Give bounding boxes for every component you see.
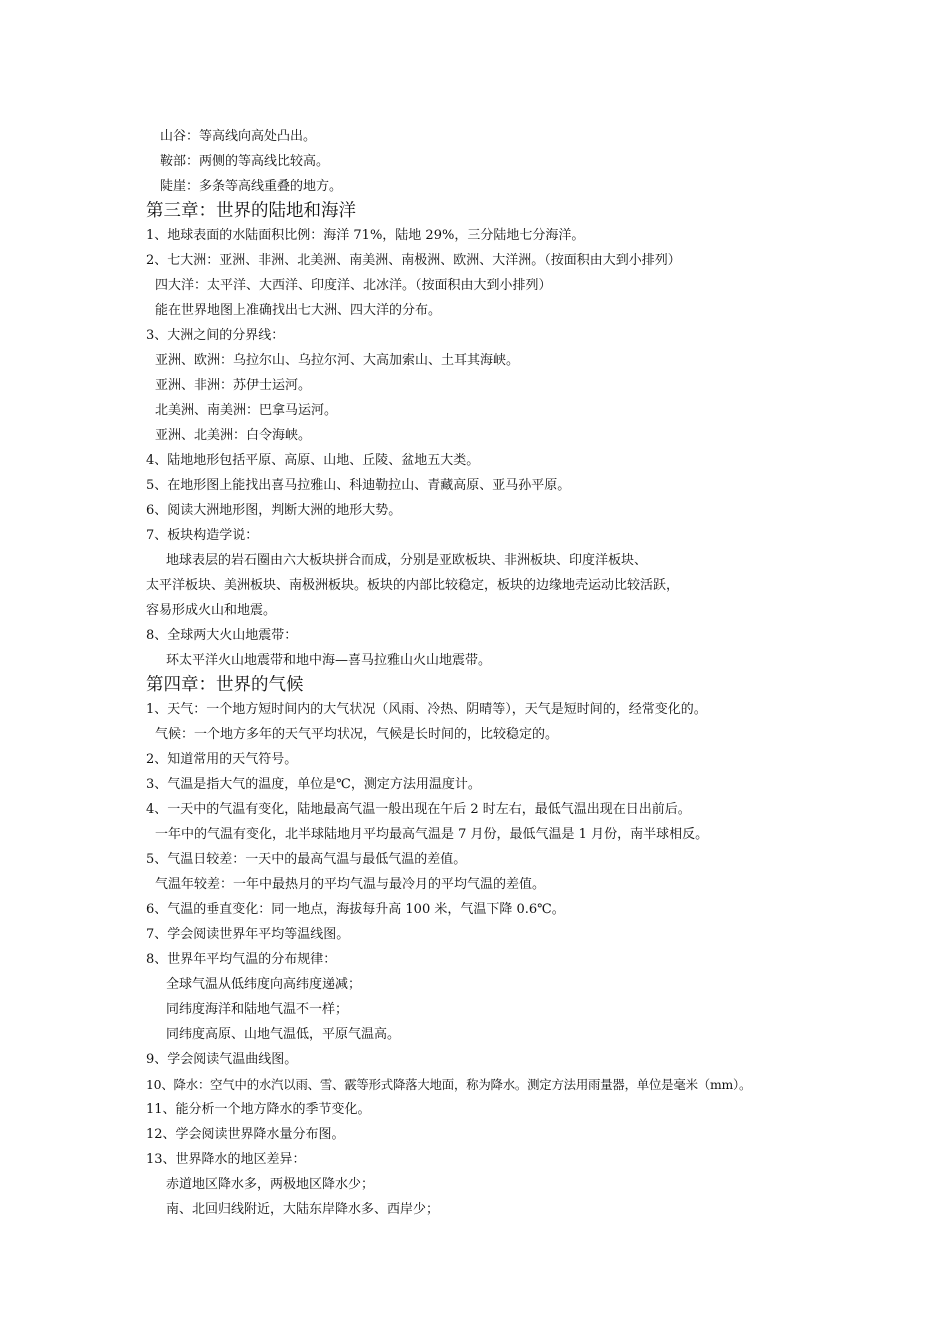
text-line: 1、地球表面的水陆面积比例：海洋 71%，陆地 29%，三分陆地七分海洋。 [146, 228, 585, 243]
text-line: 11、能分析一个地方降水的季节变化。 [146, 1102, 371, 1117]
text-line: 太平洋板块、美洲板块、南极洲板块。板块的内部比较稳定，板块的边缘地壳运动比较活跃， [146, 578, 680, 593]
text-line: 同纬度高原、山地气温低，平原气温高。 [166, 1027, 401, 1042]
text-line: 1、天气：一个地方短时间内的大气状况（风雨、冷热、阴晴等），天气是短时间的，经常变化的。 [146, 702, 707, 717]
text-line: 亚洲、欧洲：乌拉尔山、乌拉尔河、大高加索山、土耳其海峡。 [155, 353, 520, 368]
text-line: 9、学会阅读气温曲线图。 [146, 1052, 298, 1067]
text-line: 6、气温的垂直变化：同一地点，海拔每升高 100 米，气温下降 0.6℃。 [146, 902, 565, 917]
text-line: 8、全球两大火山地震带： [146, 628, 298, 643]
text-line: 6、阅读大洲地形图，判断大洲的地形大势。 [146, 503, 402, 518]
text-line: 5、在地形图上能找出喜马拉雅山、科迪勒拉山、青藏高原、亚马孙平原。 [146, 478, 571, 493]
text-line: 同纬度海洋和陆地气温不一样； [166, 1002, 349, 1017]
text-line: 3、气温是指大气的温度，单位是℃，测定方法用温度计。 [146, 777, 481, 792]
text-line: 2、七大洲：亚洲、非洲、北美洲、南美洲、南极洲、欧洲、大洋洲。（按面积由大到小排列） [146, 253, 681, 268]
text-line: 13、世界降水的地区差异： [146, 1152, 306, 1167]
text-line: 气温年较差：一年中最热月的平均气温与最冷月的平均气温的差值。 [155, 877, 546, 892]
text-line: 环太平洋火山地震带和地中海—喜马拉雅山火山地震带。 [166, 653, 492, 668]
chapter3-title: 第三章：世界的陆地和海洋 [146, 201, 356, 221]
text-line: 北美洲、南美洲：巴拿马运河。 [155, 403, 338, 418]
text-line: 南、北回归线附近，大陆东岸降水多、西岸少； [166, 1202, 440, 1217]
text-line: 4、一天中的气温有变化，陆地最高气温一般出现在午后 2 时左右，最低气温出现在日出前后。 [146, 802, 691, 817]
text-line: 地球表层的岩石圈由六大板块拼合而成，分别是亚欧板块、非洲板块、印度洋板块、 [166, 553, 648, 568]
text-line: 10、降水：空气中的水汽以雨、雪、霰等形式降落大地面，称为降水。测定方法用雨量器，单位是毫米（mm）。 [146, 1077, 752, 1092]
text-line: 亚洲、非洲：苏伊士运河。 [155, 378, 312, 393]
text-line: 赤道地区降水多，两极地区降水少； [166, 1177, 375, 1192]
text-line: 亚洲、北美洲：白令海峡。 [155, 428, 312, 443]
text-line: 5、气温日较差：一天中的最高气温与最低气温的差值。 [146, 852, 467, 867]
text-line: 容易形成火山和地震。 [146, 603, 277, 618]
text-line-saddle: 鞍部：两侧的等高线比较高。 [160, 154, 330, 169]
text-line-valley: 山谷：等高线向高处凸出。 [160, 129, 317, 144]
text-line: 3、大洲之间的分界线： [146, 328, 285, 343]
text-line: 7、板块构造学说： [146, 528, 259, 543]
text-line: 一年中的气温有变化，北半球陆地月平均最高气温是 7 月份，最低气温是 1 月份，南半球相反。 [155, 827, 709, 842]
text-line: 2、知道常用的天气符号。 [146, 752, 298, 767]
text-line: 7、学会阅读世界年平均等温线图。 [146, 927, 350, 942]
text-line: 全球气温从低纬度向高纬度递减； [166, 977, 362, 992]
text-line: 四大洋：太平洋、大西洋、印度洋、北冰洋。（按面积由大到小排列） [155, 278, 552, 293]
text-line: 气候：一个地方多年的天气平均状况，气候是长时间的，比较稳定的。 [155, 727, 559, 742]
text-line: 4、陆地地形包括平原、高原、山地、丘陵、盆地五大类。 [146, 453, 480, 468]
text-line: 能在世界地图上准确找出七大洲、四大洋的分布。 [155, 303, 442, 318]
text-line: 12、学会阅读世界降水量分布图。 [146, 1127, 345, 1142]
text-line-cliff: 陡崖：多条等高线重叠的地方。 [160, 179, 343, 194]
text-line: 8、世界年平均气温的分布规律： [146, 952, 337, 967]
chapter4-title: 第四章：世界的气候 [146, 675, 304, 695]
